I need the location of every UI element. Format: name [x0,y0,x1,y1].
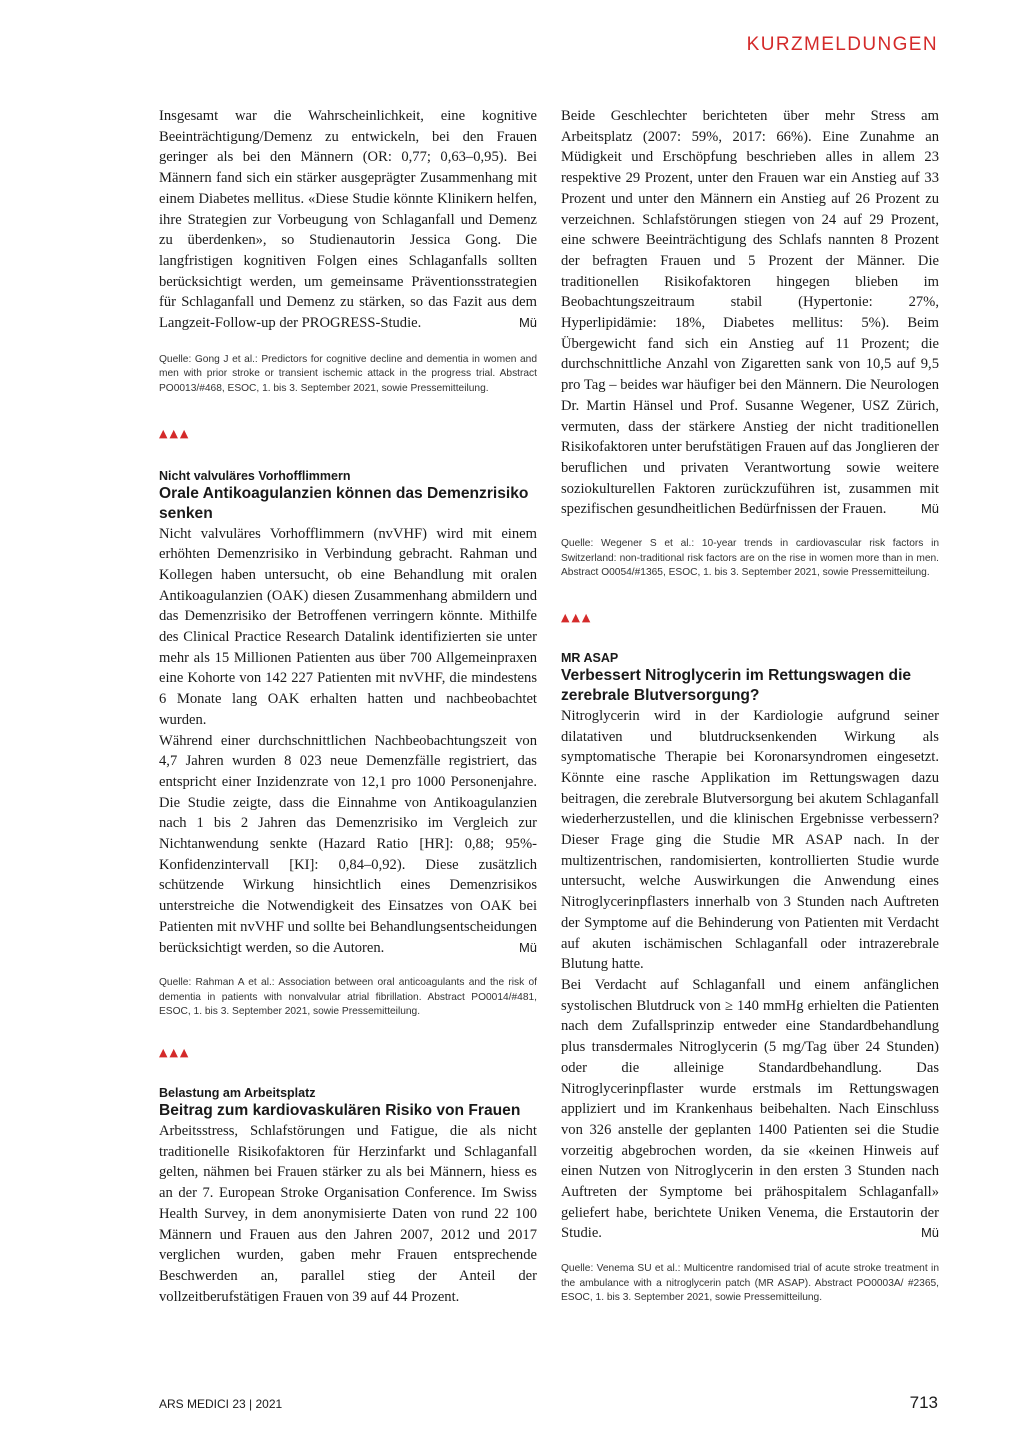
intro-paragraph [159,106,537,334]
section-label: KURZMELDUNGEN [746,34,938,55]
author-signature: Mü [920,1225,939,1241]
article-paragraph [561,975,939,1244]
continuation-paragraph [561,106,939,520]
article-kicker: Nicht valvuläres Vorhofflimmern [159,468,351,483]
page-number: 713 [909,1393,938,1412]
section-divider: ▲▲▲ [561,610,593,624]
article-kicker: MR ASAP [561,650,619,665]
article-headline: Verbessert Nitroglycerin im Rettungswagen die zerebrale Blutversorgung? [561,666,912,704]
intro-paragraph-text: Insgesamt war die Wahrscheinlichkeit, eine kognitive Beeinträchtigung/Demenz zu entwickeln, bei den Frauen geringer als bei den Männern (OR: 0,77; 0,63–0,95). Bei Männern fand sich ein stärker ausgeprägter Zusammenhang mit einem Diabetes mellitus. «Diese Studie könnte Klinikern helfen, ihre Strategien zur Vorbeugung von Schlaganfall und Demenz zu überdenken», so Studienautorin Jessica Gong. Die langfristigen kognitiven Folgen eines Schlaganfalls sollten berücksichtigt werden, um gemeinsame Präventionsstrategien für Schlaganfall und Demenz zu stärken, so das Fazit aus dem Langzeit-Follow-up der PROGRESS-Studie. [159,108,537,332]
article-headline: Beitrag zum kardiovaskulären Risiko von Frauen [159,1102,521,1120]
article-paragraph: Nicht valvuläres Vorhofflimmern (nvVHF) wird mit einem erhöhten Demenzrisiko in Verbindung gebracht. Rahman und Kollegen haben untersucht, ob eine Behandlung mit oralen Antikoagulanzien (OAK) diesen Zusammenhang abmildern und das Demenzrisiko der Betroffenen verringern könnte. Mithilfe des Clinical Practice Research Datalink identifizierten sie unter mehr als 15 Millionen Patienten aus über 700 Allgemeinpraxen eine Kohorte von 142 227 Patienten mit nvVHF, die mindestens 6 Monate lang OAK erhalten hatten und nachbeobachtet wurden. [159,525,537,728]
article-paragraph [159,731,537,959]
author-signature: Mü [518,939,537,955]
section-divider: ▲▲▲ [159,1046,191,1060]
source-note: Quelle: Rahman A et al.: Association between oral anticoagulants and the risk of dementia in patients with nonvalvular atrial fibrillation. Abstract PO0014/#481, ESOC, 1. bis 3. September 2021, sowie Pressemitteilung. [159,977,537,1018]
article-paragraph-text: Während einer durchschnittlichen Nachbeobachtungszeit von 4,7 Jahren wurden 8 023 neue Demenzfälle registriert, das entspricht einer Inzidenzrate von 12,1 pro 1000 Personenjahre. Die Studie zeigte, dass die Einnahme von Antikoagulanzien nach 1 bis 2 Jahren das Demenzrisiko im Vergleich zur Nichtanwendung senkte (Hazard Ratio [HR]: 0,88; 95%-Konfidenzintervall [KI]: 0,84–0,92). Diese zusätzlich schützende Wirkung hinsichtlich eines Demenzrisikos unterstreiche die Notwendigkeit des Einsatzes von OAK bei Patienten mit nvVHF und sollte bei Behandlungsentscheidungen berücksichtigt werden, so die Autoren. [159,732,537,956]
article-paragraph: Arbeitsstress, Schlafstörungen und Fatigue, die als nicht traditionelle Risikofaktoren für Herzinfarkt und Schlaganfall gelten, nähmen bei Frauen stärker zu als bei Männern, hiess es an der 7. European Stroke Organisation Conference. Im Swiss Health Survey, in dem anonymisierte Daten von rund 22 100 Männern und Frauen aus den Jahren 2007, 2012 und 2017 verglichen wurden, gaben mehr Frauen entsprechende Beschwerden an, parallel stieg der Anteil der vollzeitberufstätigen Frauen von 39 auf 44 Prozent. [159,1123,537,1305]
source-note: Quelle: Gong J et al.: Predictors for cognitive decline and dementia in women and men with prior stroke or transient ischemic attack in the progress trial. Abstract PO0013/#468, ESOC, 1. bis 3. September 2021, sowie Pressemitteilung. [159,353,537,394]
article-headline: Orale Antikoagulanzien können das Demenzrisiko senken [159,484,529,522]
author-signature: Mü [920,501,939,517]
journal-footer: ARS MEDICI 23 | 2021 [159,1397,283,1411]
source-note: Quelle: Wegener S et al.: 10-year trends in cardiovascular risk factors in Switzerland: non-traditional risk factors are on the rise in women more than in men. Abstract O0054/#1365, ESOC, 1. bis 3. September 2021, sowie Pressemitteilung. [561,538,939,579]
article-paragraph-text: Bei Verdacht auf Schlaganfall und einem anfänglichen systolischen Blutdruck von ≥ 140 mmHg erhielten die Patienten nach dem Zufallsprinzip entweder eine Standardbehandlung plus transdermales Nitroglycerin (5 mg/Tag über 24 Stunden) oder die alleinige Standardbehandlung. Das Nitroglycerinpflaster wurde erstmals im Rettungswagen appliziert und im Krankenhaus beibehalten. Nach Einschluss von 326 anstelle der geplanten 1400 Patienten sei die Studie vorzeitig abgebrochen worden, da sie «keinen Hinweis auf einen Nutzen von Nitroglycerin in den ersten 3 Stunden nach Auftreten der Symptome bei prähospitalem Schlaganfall» geliefert habe, berichtete Uniken Venema, die Erstautorin der Studie. [561,976,939,1242]
section-divider: ▲▲▲ [159,426,191,440]
right-column [561,106,939,1306]
continuation-paragraph-text: Beide Geschlechter berichteten über mehr Stress am Arbeitsplatz (2007: 59%, 2017: 66%). Eine Zunahme an Müdigkeit und Erschöpfung beschrieben alles in allem 23 respektive 29 Prozent, unter den Frauen war ein Anstieg auf 33 Prozent und unter den Männern ein Anstieg auf 26 Prozent zu verzeichnen. Schlafstörungen stiegen von 24 auf 29 Prozent, eine schwere Beeinträchtigung des Schlafs nannten 8 Prozent der befragten Frauen und 5 Prozent der Männer. Die traditionellen Risikofaktoren hingegen blieben im Beobachtungszeitraum stabil (Hypertonie: 27%, Hyperlipidämie: 18%, Diabetes mellitus: 5%). Beim Übergewicht fand sich ein Anstieg auf 11 Prozent; die durchschnittliche Anzahl von Zigaretten sank von 10,5 auf 9,5 pro Tag – beides war häufiger bei den Männern. Die Neurologen Dr. Martin Hänsel und Prof. Susanne Wegener, USZ Zürich, vermuten, dass der stärkere Anstieg der nicht traditionellen Risikofaktoren unter berufstätigen Frauen auf das Jonglieren der beruflichen und privaten Verantwortung sowie weitere soziokulturellen Faktoren zurückzuführen ist, zusammen mit spezifischen gesundheitlichen Bedürfnissen der Frauen. [561,108,939,518]
source-note: Quelle: Venema SU et al.: Multicentre randomised trial of acute stroke treatment in the ambulance with a nitroglycerin patch (MR ASAP). Abstract PO0003A/ #2365, ESOC, 1. bis 3. September 2021, sowie Pressemitteilung. [561,1263,939,1304]
article-paragraph: Nitroglycerin wird in der Kardiologie aufgrund seiner dilatativen und blutdrucksenkenden Wirkung als symptomatische Therapie bei Koronarsyndromen eingesetzt. Könnte eine rasche Applikation im Rettungswagen dazu beitragen, die zerebrale Blutversorgung bei akutem Schlaganfall wiederherzustellen, und die klinischen Ergebnisse verbessern? Dieser Frage ging die Studie MR ASAP nach. In der multizentrischen, randomisierten, kontrollierten Studie wurde untersucht, welche Auswirkungen die Anwendung eines Nitroglycerinpflasters innerhalb von 3 Stunden nach Auftreten der Symptome auf die Behinderung von Patienten mit Verdacht auf akuten ischämischen Schlaganfall oder intrazerebrale Blutung hatte. [561,707,939,973]
left-column [159,106,537,1307]
author-signature: Mü [518,315,537,331]
article-kicker: Belastung am Arbeitsplatz [159,1086,316,1101]
